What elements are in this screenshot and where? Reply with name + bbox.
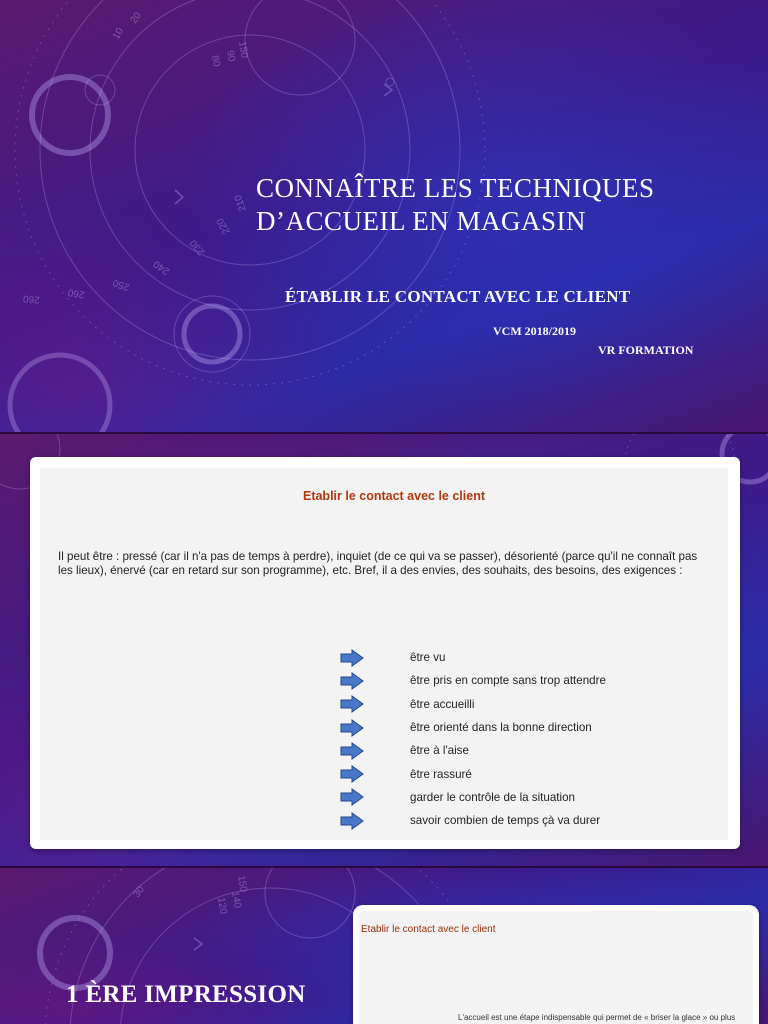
dial-number: 90: [224, 49, 237, 63]
list-item-label: être rassuré: [410, 767, 472, 781]
right-arrow-icon: [340, 765, 364, 783]
intro-paragraph: Il peut être : pressé (car il n'a pas de temps à perdre), inquiet (de ce qui va se passer), désorienté (parce qu'il ne connaît pas les lieux), énervé (car en retard sur son programme), etc. Bref, il a des envies, des souhaits, des besoins, des exigences :: [58, 550, 698, 577]
preview-card: [353, 905, 759, 1024]
right-arrow-icon: [340, 788, 364, 806]
dial-number: 20: [128, 10, 144, 26]
card-heading: Etablir le contact avec le client: [361, 924, 496, 935]
dial-number: 210: [232, 193, 249, 213]
preview-card-body: [359, 911, 753, 1024]
list-item: [340, 669, 606, 692]
needs-list: [340, 646, 606, 832]
right-arrow-icon: [340, 742, 364, 760]
list-item: [340, 716, 606, 739]
list-item-label: savoir combien de temps çà va durer: [410, 814, 601, 828]
content-card-body: [40, 468, 728, 840]
list-item: [340, 739, 606, 762]
dial-number: 260: [22, 292, 41, 305]
dial-number: 120: [215, 896, 229, 915]
list-item-label: être orienté dans la bonne direction: [410, 721, 592, 735]
section-title: 1 ÈRE IMPRESSION: [66, 981, 306, 1008]
presentation-year: VCM 2018/2019: [493, 324, 576, 338]
presentation-organization: VR FORMATION: [598, 343, 694, 357]
list-item-label: être accueilli: [410, 697, 475, 711]
section-slide: [0, 868, 768, 1024]
title-slide: [0, 0, 768, 432]
list-item-label: être pris en compte sans trop attendre: [410, 674, 606, 688]
right-arrow-icon: [340, 812, 364, 830]
dial-number: 250: [111, 276, 132, 293]
right-arrow-icon: [340, 719, 364, 737]
dial-number: 230: [188, 237, 208, 258]
presentation-subtitle: ÉTABLIR LE CONTACT AVEC LE CLIENT: [285, 287, 631, 306]
presentation-title: CONNAÎTRE LES TECHNIQUES D’ACCUEIL EN MAGASIN: [256, 173, 655, 236]
content-card: [30, 457, 740, 849]
dial-number: 10: [111, 26, 127, 42]
dial-number: 220: [214, 216, 233, 236]
list-item-label: être à l'aise: [410, 744, 469, 758]
dial-number: 260: [67, 286, 86, 300]
list-item-label: être vu: [410, 651, 446, 665]
content-slide: [0, 434, 768, 866]
list-item-label: garder le contrôle de la situation: [410, 790, 575, 804]
dial-number: 150: [235, 874, 249, 893]
list-item: [340, 646, 606, 669]
right-arrow-icon: [340, 695, 364, 713]
card-paragraph: L'accueil est une étape indispensable qui permet de « briser la glace » ou plus: [458, 1013, 736, 1022]
dial-number: 140: [229, 890, 243, 909]
dial-number: 80: [209, 54, 222, 68]
dial-number: 30: [131, 884, 147, 900]
dial-number: 240: [151, 257, 172, 277]
right-arrow-icon: [340, 649, 364, 667]
list-item: [340, 693, 606, 716]
right-arrow-icon: [340, 672, 364, 690]
dial-number: 150: [236, 40, 250, 59]
list-item: [340, 786, 606, 809]
list-item: [340, 809, 606, 832]
card-heading: Etablir le contact avec le client: [302, 489, 486, 503]
list-item: [340, 762, 606, 785]
